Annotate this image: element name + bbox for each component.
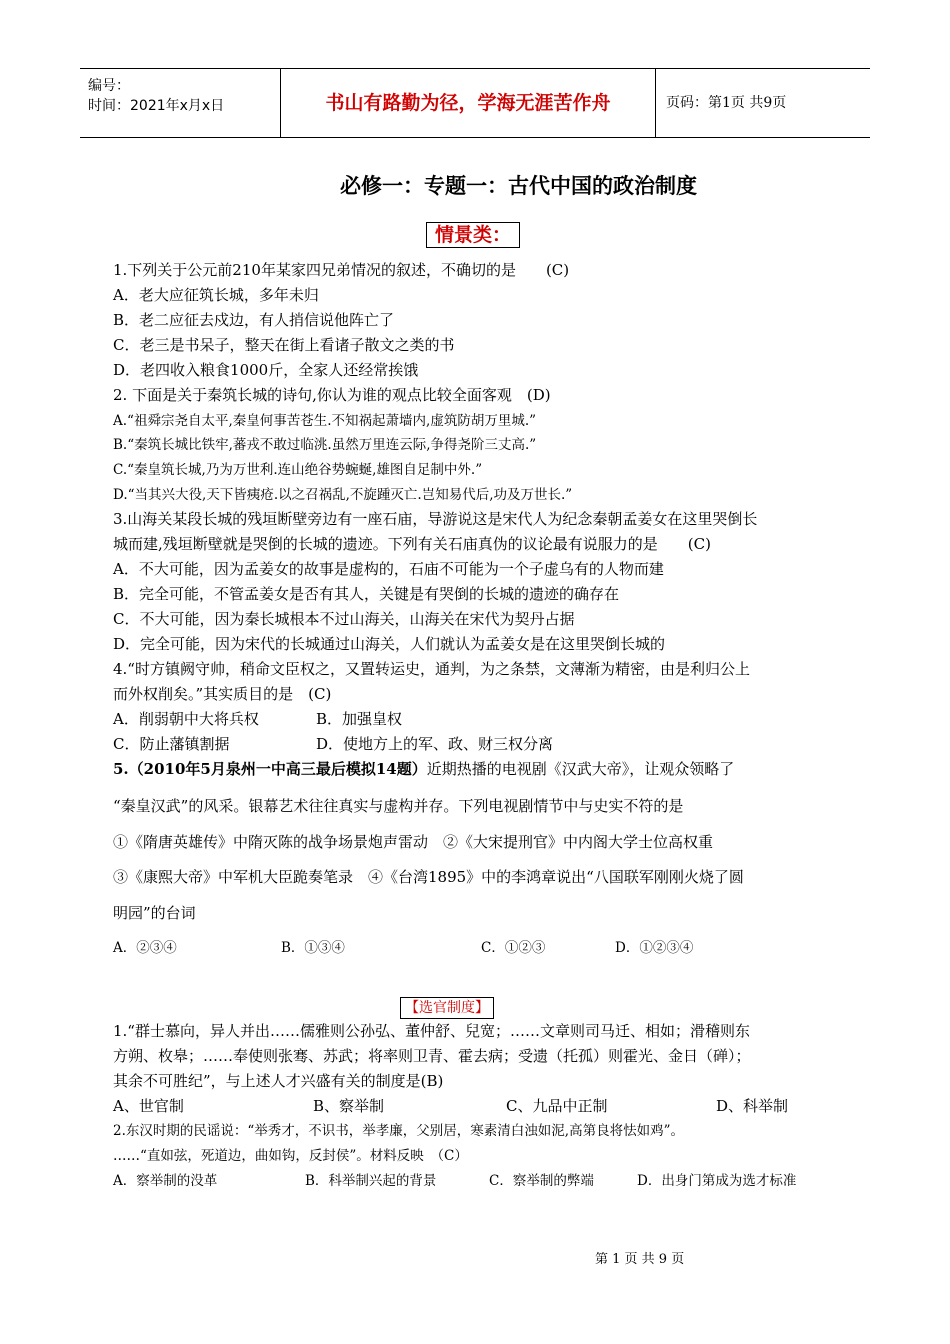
s2q2-line2: ……“直如弦，死道边，曲如钩，反封侯”。材料反映 （C） (113, 1148, 468, 1164)
page-footer: 第 1 页 共 9 页 (595, 1252, 685, 1267)
text-line: B.“秦筑长城比铁牢,蕃戎不敢过临洮.虽然万里连云际,争得尧阶三丈高.” (113, 437, 537, 453)
page-info: 页码：第1页 共9页 (666, 95, 787, 111)
text-line: D.“当其兴大役,天下皆痍疮.以之召祸乱,不旋踵灭亡.岂知易代后,功及万世长.” (113, 487, 573, 503)
option: D．使地方上的军、政、财三权分离 (316, 735, 554, 753)
text-line: 城而建,残垣断壁就是哭倒的长城的遗迹。下列有关石庙真伪的议论最有说服力的是 (C) (113, 535, 711, 553)
text-line: A．不大可能，因为孟姜女的故事是虚构的，石庙不可能为一个子虚乌有的人物而建 (113, 560, 664, 578)
page-header (80, 68, 870, 138)
option: A．察举制的没革 (113, 1173, 218, 1189)
text-line: D．完全可能，因为宋代的长城通过山海关，人们就认为孟姜女是在这里哭倒长城的 (113, 635, 666, 653)
text-line: 方朔、枚皋；……奉使则张骞、苏武；将率则卫青、霍去病；受遗（托孤）则霍光、金日（䃅）； (113, 1047, 751, 1065)
option: A．②③④ (113, 940, 177, 956)
text-line: 1.下列关于公元前210年某家四兄弟情况的叙述，不确切的是 (C) (113, 261, 570, 279)
header-meta (80, 69, 281, 137)
text-line: C．不大可能，因为秦长城根本不过山海关，山海关在宋代为契丹占据 (113, 610, 575, 628)
option: C．①②③ (481, 940, 546, 956)
option: C．察举制的弊端 (489, 1173, 594, 1189)
number-label: 编号： (88, 78, 130, 94)
text-line: 其余不可胜纪”，与上述人才兴盛有关的制度是(B) (113, 1072, 444, 1090)
text-line: D．老四收入粮食1000斤，全家人还经常挨饿 (113, 361, 419, 379)
q5-line3: ①《隋唐英雄传》中隋灭陈的战争场景炮声雷动 ②《大宋提刑官》中内阁大学士位高权重 (113, 833, 714, 851)
text-line: A.“祖舜宗尧自太平,秦皇何事苦苍生.不知祸起萧墙内,虚筑防胡万里城.” (113, 413, 537, 429)
option: D．①②③④ (615, 940, 694, 956)
q5-lead: 近期热播的电视剧《汉武大帝》，让观众领略了 (426, 760, 735, 778)
text-line: A．老大应征筑长城，多年未归 (113, 286, 319, 304)
option: C、九品中正制 (506, 1097, 608, 1115)
time-label: 时间：2021年x月x日 (88, 98, 225, 114)
text-line: 而外权削矣。”其实质目的是 (C) (113, 685, 332, 703)
text-line: B．老二应征去戍边，有人捎信说他阵亡了 (113, 311, 395, 329)
q5-line4: ③《康熙大帝》中军机大臣跪奏笔录 ④《台湾1895》中的李鸿章说出“八国联军刚刚火烧了圆 (113, 868, 744, 886)
q5-line2: “秦皇汉武”的风采。银幕艺术往往真实与虚构并存。下列电视剧情节中与史实不符的是 (113, 797, 684, 815)
text-line: B．完全可能，不管孟姜女是否有其人，关键是有哭倒的长城的遗迹的确存在 (113, 585, 620, 603)
option: B．科举制兴起的背景 (305, 1173, 437, 1189)
q5-line1 (113, 758, 734, 780)
option: D．出身门第成为选才标准 (637, 1173, 797, 1189)
option: D、科举制 (716, 1097, 789, 1115)
text-line: 2. 下面是关于秦筑长城的诗句,你认为谁的观点比较全面客观 (D) (113, 386, 551, 404)
section-label-official-selection: 【选官制度】 (400, 997, 494, 1019)
q5-line5: 明园”的台词 (113, 904, 196, 922)
option: C．防止藩镇割据 (113, 735, 230, 753)
option: B．①③④ (281, 940, 345, 956)
motto: 书山有路勤为径，学海无涯苦作舟 (281, 69, 656, 137)
text-line: 3.山海关某段长城的残垣断壁旁边有一座石庙，导游说这是宋代人为纪念秦朝孟姜女在这里哭倒长 (113, 510, 758, 528)
s2q2-line1: 2.东汉时期的民谣说：“举秀才，不识书，举孝廉，父别居，寒素清白浊如泥,高第良将怯如鸡”。 (113, 1123, 684, 1139)
option: A、世官制 (113, 1097, 184, 1115)
text-line: C.“秦皇筑长城,乃为万世利.连山绝谷势蜿蜒,雄图自足制中外.” (113, 462, 483, 478)
option: B、察举制 (313, 1097, 385, 1115)
section-label-scenario: 情景类： (426, 222, 520, 248)
q5-source: 5.（2010年5月泉州一中高三最后模拟14题） (113, 760, 427, 778)
text-line: C．老三是书呆子，整天在街上看诸子散文之类的书 (113, 336, 455, 354)
text-line: 4.“时方镇阙守帅，稍命文臣权之，又置转运史，通判，为之条禁，文薄渐为精密，由是利归公上 (113, 660, 750, 678)
option: B．加强皇权 (316, 710, 403, 728)
text-line: 1.“群士慕向，异人并出……儒雅则公孙弘、董仲舒、兒宽；……文章则司马迁、相如；滑稽则东 (113, 1022, 750, 1040)
option: A．削弱朝中大将兵权 (113, 710, 259, 728)
page-title: 必修一：专题一：古代中国的政治制度 (340, 174, 697, 198)
